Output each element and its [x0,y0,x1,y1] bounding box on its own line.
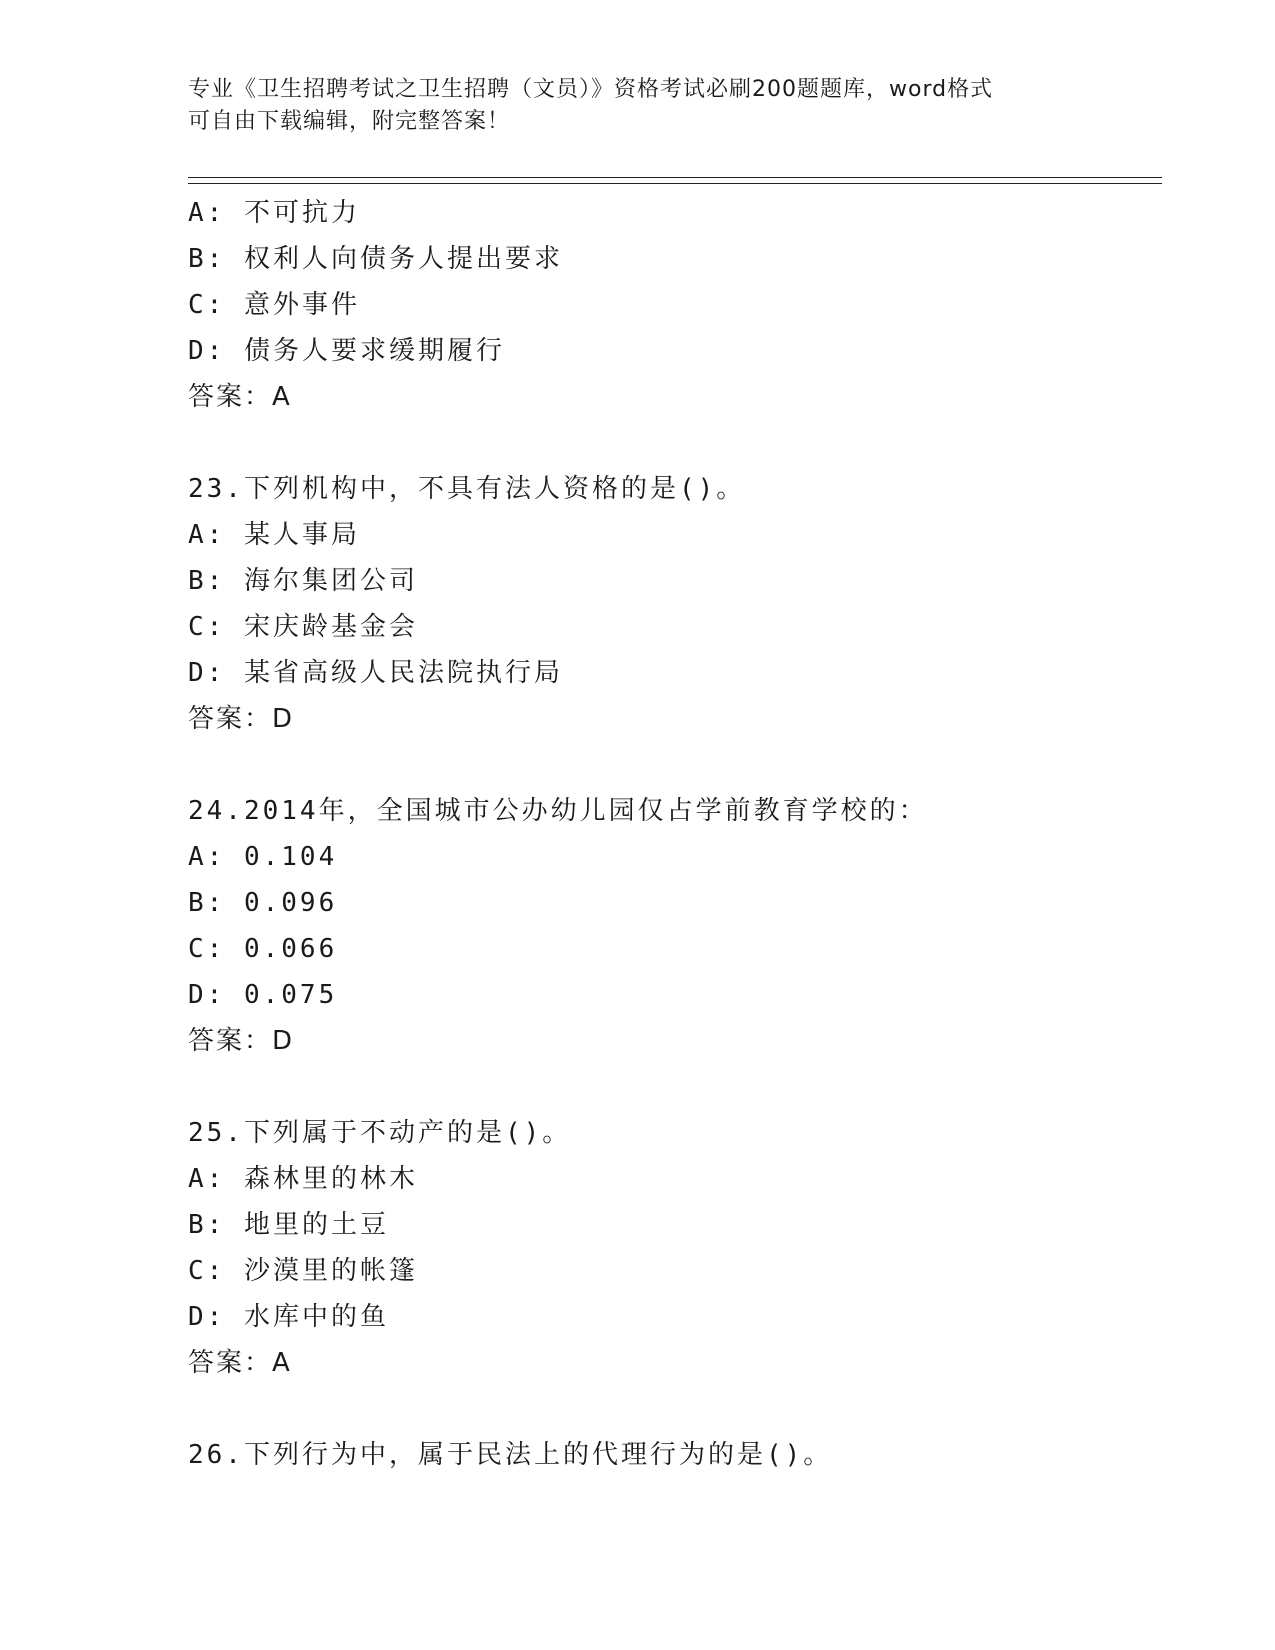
option-d: D: 水库中的鱼 [188,1302,389,1332]
option-b: B: 权利人向债务人提出要求 [188,244,563,274]
question-stem: 25.下列属于不动产的是()。 [188,1118,572,1148]
header-divider-top [188,177,1162,178]
answer: 答案：A [188,382,292,412]
spacer [188,1064,1162,1110]
option-c: C: 0.066 [188,934,338,964]
question-list [188,190,1162,1478]
question-stem: 24.2014年，全国城市公办幼儿园仅占学前教育学校的： [188,796,928,826]
option-c: C: 意外事件 [188,290,360,320]
option-d: D: 某省高级人民法院执行局 [188,658,563,688]
question-stem: 23.下列机构中，不具有法人资格的是()。 [188,474,746,504]
option-a: A: 不可抗力 [188,198,360,228]
option-a: A: 某人事局 [188,520,360,550]
question-25 [188,1110,1162,1386]
answer: 答案：D [188,1026,295,1056]
option-a: A: 0.104 [188,842,338,872]
spacer [188,742,1162,788]
option-a: A: 森林里的林木 [188,1164,418,1194]
answer: 答案：D [188,704,295,734]
question-23 [188,466,1162,742]
spacer [188,1386,1162,1432]
header-line-2: 可自由下载编辑，附完整答案！ [188,109,511,134]
option-d: D: 0.075 [188,980,338,1010]
question-22 [188,190,1162,420]
header-line-1: 专业《卫生招聘考试之卫生招聘（文员）》资格考试必刷200题题库，word格式 [188,77,994,102]
header-divider-bottom [188,183,1162,184]
option-c: C: 沙漠里的帐篷 [188,1256,418,1286]
spacer [188,420,1162,466]
question-stem: 26.下列行为中，属于民法上的代理行为的是()。 [188,1440,833,1470]
option-d: D: 债务人要求缓期履行 [188,336,505,366]
question-26 [188,1432,1162,1478]
answer: 答案：A [188,1348,292,1378]
option-b: B: 0.096 [188,888,338,918]
document-header [188,74,1088,138]
option-c: C: 宋庆龄基金会 [188,612,418,642]
question-24 [188,788,1162,1064]
option-b: B: 海尔集团公司 [188,566,418,596]
option-b: B: 地里的土豆 [188,1210,389,1240]
